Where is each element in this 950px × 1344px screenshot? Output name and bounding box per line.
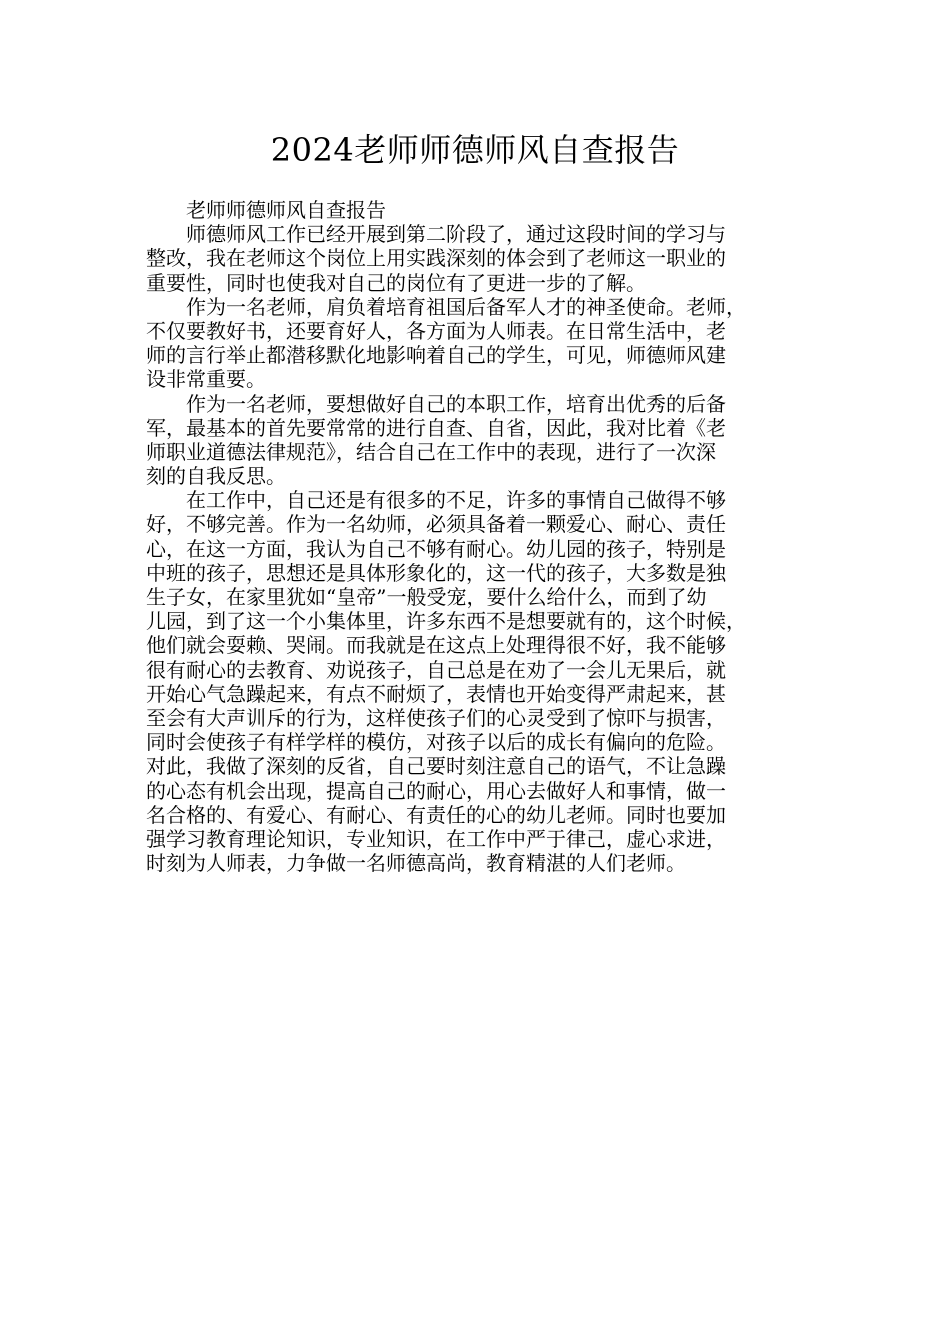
- body-line: 时刻为人师表，力争做一名师德高尚，教育精湛的人们老师。: [146, 851, 686, 876]
- body-line: 师的言行举止都潜移默化地影响着自己的学生，可见，师德师风建: [146, 343, 726, 368]
- body-line: 开始心气急躁起来，有点不耐烦了，表情也开始变得严肃起来，甚: [146, 681, 726, 706]
- body-line: 重要性，同时也使我对自己的岗位有了更进一步的了解。: [146, 270, 646, 295]
- body-line: 生子女，在家里犹如“皇帝”一般受宠，要什么给什么，而到了幼: [146, 585, 707, 609]
- body-line: 的心态有机会出现，提高自己的耐心，用心去做好人和事情，做一: [146, 778, 726, 803]
- body-line: 不仅要教好书，还要育好人，各方面为人师表。在日常生活中，老: [146, 318, 726, 343]
- document-body: [146, 198, 826, 875]
- body-line: 军，最基本的首先要常常的进行自查、自省，因此，我对比着《老: [146, 415, 726, 440]
- body-line: 中班的孩子，思想还是具体形象化的，这一代的孩子，大多数是独: [146, 560, 726, 585]
- body-line: 老师师德师风自查报告: [146, 198, 386, 222]
- body-line: 师职业道德法律规范》，结合自己在工作中的表现，进行了一次深: [146, 439, 716, 464]
- body-line: 名合格的、有爱心、有耐心、有责任的心的幼儿老师。同时也要加: [146, 802, 726, 827]
- body-line: 好，不够完善。作为一名幼师，必须具备着一颗爱心、耐心、责任: [146, 512, 726, 537]
- body-line: 心，在这一方面，我认为自己不够有耐心。幼儿园的孩子，特别是: [146, 536, 726, 561]
- body-line: 师德师风工作已经开展到第二阶段了，通过这段时间的学习与: [146, 222, 726, 247]
- body-line: 作为一名老师，要想做好自己的本职工作，培育出优秀的后备: [146, 391, 726, 416]
- body-line: 刻的自我反思。: [146, 464, 286, 489]
- body-line: 作为一名老师，肩负着培育祖国后备军人才的神圣使命。老师，: [146, 294, 746, 319]
- body-line: 设非常重要。: [146, 367, 266, 392]
- body-line: 至会有大声训斥的行为，这样使孩子们的心灵受到了惊吓与损害，: [146, 705, 726, 730]
- body-line: 强学习教育理论知识，专业知识，在工作中严于律己，虚心求进，: [146, 826, 726, 851]
- body-line: 儿园，到了这一个小集体里，许多东西不是想要就有的，这个时候，: [146, 609, 746, 634]
- body-line: 很有耐心的去教育、劝说孩子，自己总是在劝了一会儿无果后，就: [146, 657, 726, 682]
- body-line: 在工作中，自己还是有很多的不足，许多的事情自己做得不够: [146, 488, 726, 513]
- body-line: 同时会使孩子有样学样的模仿，对孩子以后的成长有偏向的危险。: [146, 730, 726, 755]
- document-title: 2024老师师德师风自查报告: [270, 131, 680, 169]
- body-line: 他们就会耍赖、哭闹。而我就是在这点上处理得很不好，我不能够: [146, 633, 726, 658]
- body-line: 对此，我做了深刻的反省，自己要时刻注意自己的语气，不让急躁: [146, 754, 726, 779]
- body-line: 整改，我在老师这个岗位上用实践深刻的体会到了老师这一职业的: [146, 246, 726, 271]
